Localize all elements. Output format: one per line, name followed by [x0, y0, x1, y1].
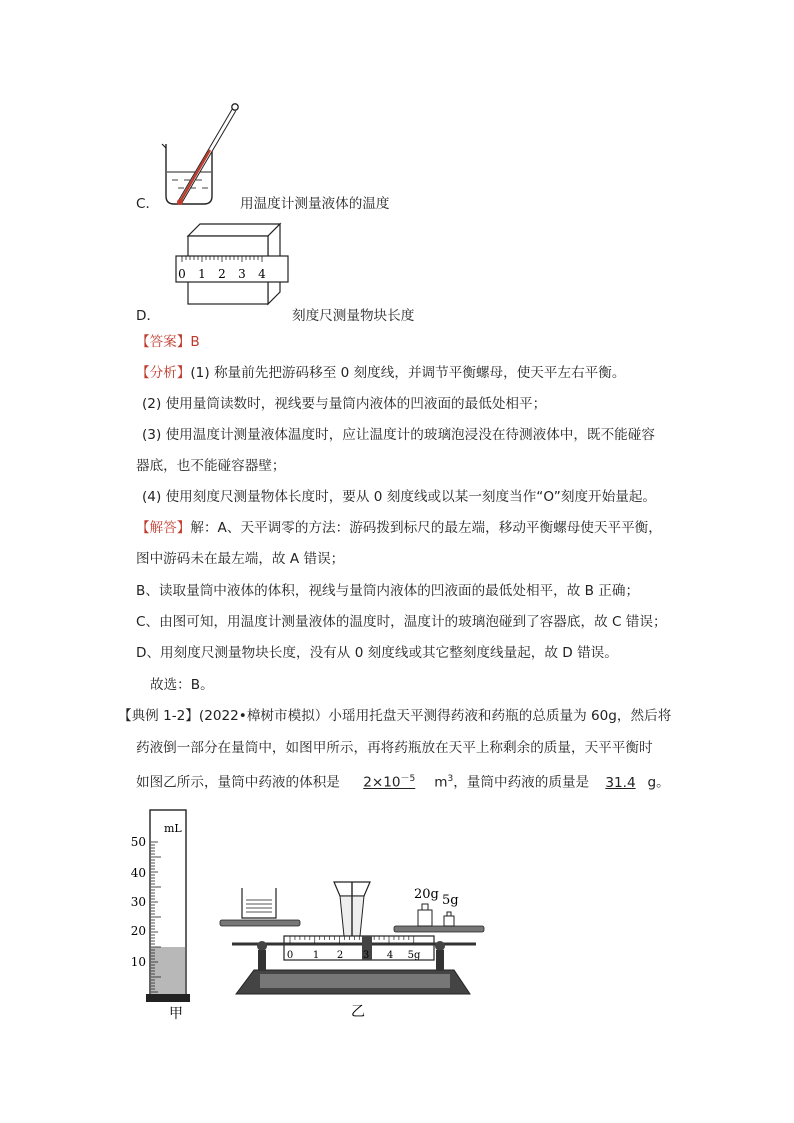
solution-line-d: D、用刻度尺测量物块长度，没有从 0 刻度线或其它整刻度线量起，故 D 错误。	[136, 645, 618, 661]
option-d-caption: 刻度尺测量物块长度	[292, 308, 415, 324]
option-c	[136, 195, 159, 213]
ruler-tick-label: 2	[218, 267, 226, 281]
analysis-tag: 【分析】	[136, 365, 191, 381]
blank-volume-exponent: －5	[400, 774, 416, 784]
answer-blank-volume	[344, 770, 434, 792]
analysis-line-3a: (3) 使用温度计测量液体温度时，应让温度计的玻璃泡浸没在待测液体中，既不能碰容	[142, 427, 655, 443]
example-text: 小瑶用托盘天平测得药液和药瓶的总质量为 60g，然后将	[328, 708, 672, 724]
solution-line-b: B、读取量筒中液体的体积，视线与量筒内液体的凹液面的最低处相平，故 B 正确；	[136, 583, 640, 599]
ruler-tick-label: 3	[238, 267, 246, 281]
ruler-tick-label: 0	[178, 267, 186, 281]
beam-tick-label: 5g	[407, 950, 421, 961]
volume-unit-exponent: 3	[447, 774, 454, 784]
beam-tick-label: 3	[362, 950, 370, 961]
answer-value: B	[190, 334, 200, 350]
balance-figure	[214, 870, 494, 1020]
cylinder-liquid	[151, 947, 185, 995]
example-tag: 【典例 1-2】	[118, 708, 199, 724]
example-line-3	[136, 770, 670, 792]
cylinder-tick-label: 40	[130, 866, 146, 880]
analysis-line-1	[136, 364, 625, 382]
solution-text: 解：A、天平调零的方法：游码拨到标尺的最左端，移动平衡螺母使天平平衡，	[190, 520, 662, 536]
example-source: (2022•樟树市模拟）	[198, 708, 329, 724]
solution-line-2: 图中游码未在最左端，故 A 错误；	[136, 551, 345, 567]
cylinder-tick-label: 10	[130, 955, 146, 969]
solution-tag: 【解答】	[136, 520, 191, 536]
option-c-label: C．	[136, 196, 160, 212]
blank-volume-base: 2×10	[363, 774, 401, 791]
cylinder-tick-label: 50	[130, 835, 146, 849]
solution-line-c: C、由图可知，用温度计测量液体的温度时，温度计的玻璃泡碰到了容器底，故 C 错误；	[136, 614, 667, 630]
beam-tick-label: 1	[312, 950, 320, 961]
graduated-cylinder-figure	[126, 808, 216, 1023]
solution-line-1	[136, 519, 662, 537]
example-line-3-post: g。	[647, 774, 670, 791]
thermometer-beaker-figure	[158, 100, 248, 210]
example-line-3-pre: 如图乙所示，量筒中药液的体积是	[136, 774, 340, 791]
example-line-3-mid: ，量筒中药液的质量是	[453, 774, 590, 791]
answer-tag: 【答案】	[136, 334, 191, 350]
weight-label-20g: 20g	[414, 887, 439, 902]
analysis-line-3b: 器底，也不能碰容器壁；	[136, 458, 286, 474]
figure-yi-caption: 乙	[351, 1004, 365, 1020]
beam-tick-label: 4	[386, 950, 394, 961]
cylinder-tick-label: 20	[130, 924, 146, 938]
ruler-tick-label: 1	[198, 267, 206, 281]
weight-label-5g: 5g	[442, 893, 459, 908]
example-line-2: 药液倒一部分在量筒中，如图甲所示，再将药瓶放在天平上称剩余的质量，天平平衡时	[136, 740, 653, 756]
analysis-line-2: (2) 使用量筒读数时，视线要与量筒内液体的凹液面的最低处相平；	[142, 396, 547, 412]
ruler-tick-label: 4	[258, 267, 266, 281]
cylinder-unit-label: mL	[164, 822, 182, 835]
beam-tick-label: 0	[286, 950, 294, 961]
solution-conclusion: 故选：B。	[150, 677, 214, 693]
volume-unit: m	[434, 774, 448, 791]
option-d	[136, 307, 160, 325]
figure-jia-caption: 甲	[169, 1006, 183, 1022]
answer-blank-mass: 31.4	[605, 774, 636, 791]
option-d-label: D．	[136, 308, 161, 324]
cylinder-tick-label: 30	[130, 895, 146, 909]
ruler-block-figure	[160, 220, 292, 310]
analysis-line-4: (4) 使用刻度尺测量物体长度时，要从 0 刻度线或以某一刻度当作“O”刻度开始量起。	[142, 489, 657, 505]
answer-line	[136, 333, 200, 351]
analysis-text: (1) 称量前先把游码移至 0 刻度线，并调节平衡螺母，使天平左右平衡。	[190, 365, 626, 381]
example-line-1	[118, 707, 671, 725]
option-c-caption: 用温度计测量液体的温度	[240, 196, 390, 212]
beam-tick-label: 2	[336, 950, 344, 961]
